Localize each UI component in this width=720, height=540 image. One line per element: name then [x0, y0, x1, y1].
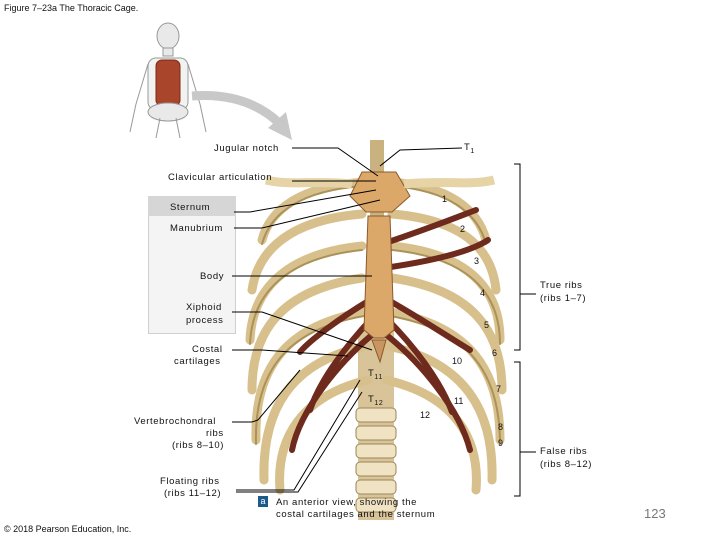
- clavicular-articulation-label: Clavicular articulation: [168, 172, 273, 183]
- skeleton-thumbnail: [130, 23, 206, 138]
- caption-line2: costal cartilages and the sternum: [276, 509, 436, 520]
- t11-label: [368, 368, 383, 381]
- vertebrochondral-ribs-label-line3: (ribs 8–10): [172, 440, 225, 451]
- slide-number: 123: [644, 506, 666, 521]
- rib-number: 3: [474, 256, 480, 266]
- rib-number: 11: [454, 396, 464, 406]
- t12-label: [368, 394, 383, 407]
- rib-number: 9: [498, 438, 504, 448]
- xiphoid-process-label-line2: process: [186, 315, 224, 326]
- rib-number: 6: [492, 348, 498, 358]
- t12-letter: T: [368, 394, 375, 405]
- costal-cartilages-label-line2: cartilages: [174, 356, 221, 367]
- floating-ribs-label-line2: (ribs 11–12): [164, 488, 222, 499]
- false-ribs-label-line1: False ribs: [540, 446, 588, 457]
- jugular-notch-label: Jugular notch: [214, 143, 279, 154]
- caption-line1: An anterior view, showing the: [276, 497, 417, 508]
- false-ribs-label-line2: (ribs 8–12): [540, 459, 593, 470]
- rib-number: 10: [452, 356, 463, 366]
- vertebrochondral-ribs-label-line1: Vertebrochondral: [134, 416, 216, 427]
- sternum-label: Sternum: [170, 202, 211, 213]
- rib-number: 4: [480, 288, 486, 298]
- clavicle: [404, 180, 494, 184]
- t1-letter: T: [464, 142, 471, 153]
- rib-number: 2: [460, 224, 466, 234]
- t11-subscript: 11: [374, 373, 383, 381]
- xiphoid-process-label-line1: Xiphoid: [186, 302, 222, 313]
- rib-number: 5: [484, 320, 490, 330]
- rib-number: 8: [498, 422, 504, 432]
- true-ribs-label-line2: (ribs 1–7): [540, 293, 587, 304]
- vertebrochondral-ribs-label-line2: ribs: [206, 428, 224, 439]
- t11-letter: T: [368, 368, 375, 379]
- t12-subscript: 12: [374, 399, 384, 407]
- t1-subscript: 1: [470, 147, 475, 155]
- costal-cartilages-label-line1: Costal: [192, 344, 223, 355]
- copyright-text: © 2018 Pearson Education, Inc.: [4, 524, 132, 534]
- floating-ribs-label-line1: Floating ribs: [160, 476, 220, 487]
- rib-number: 1: [442, 194, 448, 204]
- rib-number: 12: [420, 410, 431, 420]
- caption-badge: a: [258, 496, 268, 507]
- true-ribs-label-line1: True ribs: [540, 280, 583, 291]
- rib-number: 7: [496, 384, 502, 394]
- t1-label: [464, 142, 475, 155]
- manubrium-label: Manubrium: [170, 223, 223, 234]
- body-label: Body: [200, 271, 225, 282]
- figure-title: Figure 7–23a The Thoracic Cage.: [4, 3, 139, 13]
- pointer-arrow: [192, 96, 278, 122]
